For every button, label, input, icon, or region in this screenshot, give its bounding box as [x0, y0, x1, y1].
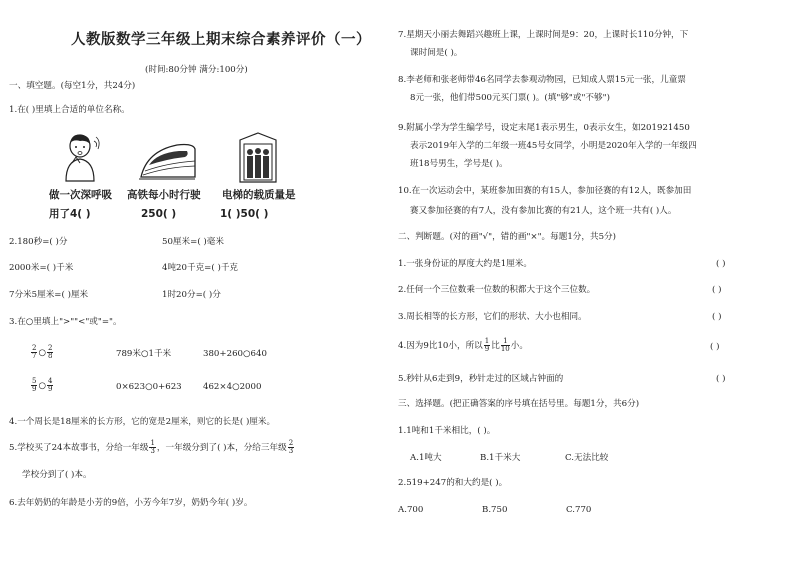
- fraction: $\frac{2}{7}$: [32, 344, 37, 360]
- question-7-line1: 7.星期天小丽去舞蹈兴趣班上课，上课时间是9：20，上课时长110分钟，下: [398, 30, 689, 40]
- q2-row3-b: 1时20分=( )分: [162, 290, 221, 300]
- q2-row3-a: 7分米5厘米=( )厘米: [9, 290, 89, 300]
- page-title: 人教版数学三年级上期末综合素养评价（一）: [71, 32, 371, 48]
- judge-3-answer: ( ): [712, 312, 722, 322]
- boy-breathing-icon: [58, 133, 102, 183]
- q2-row1-a: 2.180秒=( )分: [9, 237, 68, 247]
- high-speed-train-icon: [137, 139, 197, 181]
- q1-label-elevator: 电梯的载质量是: [222, 189, 296, 201]
- judge-4: 4.因为9比10小，所以 $\frac{1}{9}$ 比 $\frac{1}{10}$ 小。: [398, 337, 528, 353]
- choice-2-opt-b: B.750: [482, 505, 508, 515]
- question-1: 1.在( )里填上合适的单位名称。: [9, 105, 130, 115]
- q1-blank-elevator: 1( )50( ): [220, 208, 269, 220]
- question-9-line1: 9.附属小学为学生编学号，设定末尾1表示男生，0表示女生，如201921450: [398, 123, 690, 133]
- q3-row1-frac-compare: $\frac{2}{7}$ ○ $\frac{2}{8}$: [32, 344, 53, 360]
- q3-row1-b: 789米○1千米: [116, 349, 172, 359]
- judge-2-answer: ( ): [712, 285, 722, 295]
- section-3-heading: 三、选择题。(把正确答案的序号填在括号里。每题1分，共6分): [398, 399, 640, 409]
- judge-4-answer: ( ): [710, 342, 720, 352]
- q1-blank-breath: 用了4( ): [49, 208, 91, 220]
- question-5-line1: 5.学校买了24本故事书，分给一年级 $\frac{1}{3}$ ，一年级分到了( )本，分给三年级 $\frac{2}{3}$: [9, 439, 294, 455]
- question-8-line1: 8.李老师和张老师带46名同学去参观动物园，已知成人票15元一张，儿童票: [398, 75, 686, 85]
- choice-1-opt-a: A.1吨大: [410, 453, 442, 463]
- question-5-line2: 学校分到了( )本。: [22, 470, 92, 480]
- question-3: 3.在○里填上">""<"或"="。: [9, 317, 122, 327]
- fraction: $\frac{2}{3}$: [288, 439, 294, 455]
- choice-1: 1.1吨和1千米相比，( )。: [398, 426, 496, 436]
- choice-1-opt-b: B.1千米大: [480, 453, 521, 463]
- section-1-heading: 一、填空题。(每空1分，共24分): [9, 81, 136, 91]
- judge-1: 1.一张身份证的厚度大约是1厘米。: [398, 259, 532, 269]
- question-6: 6.去年奶奶的年龄是小芳的9倍，小芳今年7岁，奶奶今年( )岁。: [9, 498, 253, 508]
- fraction: $\frac{4}{9}$: [47, 377, 53, 393]
- q2-row2-b: 4吨20千克=( )千克: [162, 263, 239, 273]
- q1-label-breath: 做一次深呼吸: [49, 189, 112, 201]
- q2-row1-b: 50厘米=( )毫米: [162, 237, 224, 247]
- fraction: $\frac{1}{9}$: [484, 337, 490, 353]
- q3-row1-c: 380+260○640: [203, 349, 267, 359]
- question-9-line3: 班18号男生，学号是( )。: [410, 159, 508, 169]
- judge-5: 5.秒针从6走到9，秒针走过的区域占钟面的: [398, 374, 564, 384]
- question-4: 4.一个周长是18厘米的长方形，它的宽是2厘米，则它的长是( )厘米。: [9, 417, 276, 427]
- choice-1-opt-c: C.无法比较: [565, 453, 609, 463]
- judge-3: 3.周长相等的长方形，它们的形状、大小也相同。: [398, 312, 587, 322]
- exam-info: (时间:80分钟 满分:100分): [145, 65, 248, 75]
- choice-2-opt-c: C.770: [566, 505, 592, 515]
- elevator-icon: [238, 132, 278, 184]
- question-8-line2: 8元一张，他们带500元买门票( )。(填"够"或"不够"): [410, 93, 610, 103]
- q1-blank-train: 250( ): [141, 208, 177, 220]
- q2-row2-a: 2000米=( )千米: [9, 263, 74, 273]
- fraction: $\frac{1}{10}$: [500, 337, 510, 353]
- question-9-line2: 表示2019年入学的二年级一班45号女同学，小明是2020年入学的一年级四: [410, 141, 697, 151]
- choice-2-opt-a: A.700: [398, 505, 424, 515]
- q3-row2-frac-compare: $\frac{5}{9}$ ○ $\frac{4}{9}$: [32, 377, 53, 393]
- question-10-line1: 10.在一次运动会中，某班参加田赛的有15人，参加径赛的有12人，既参加田: [398, 186, 692, 196]
- q3-row2-b: 0×623○0+623: [116, 382, 182, 392]
- fraction: $\frac{5}{9}$: [32, 377, 37, 393]
- question-7-line2: 课时间是( )。: [410, 48, 463, 58]
- judge-5-answer: ( ): [716, 374, 726, 384]
- section-2-heading: 二、判断题。(对的画"√"，错的画"×"。每题1分，共5分): [398, 232, 617, 242]
- choice-2: 2.519+247的和大约是( )。: [398, 478, 508, 488]
- q3-row2-c: 462×4○2000: [203, 382, 262, 392]
- q1-label-train: 高铁每小时行驶: [127, 189, 201, 201]
- judge-1-answer: ( ): [716, 259, 726, 269]
- fraction: $\frac{1}{3}$: [150, 439, 155, 455]
- fraction: $\frac{2}{8}$: [47, 344, 53, 360]
- judge-2: 2.任何一个三位数乘一位数的积都大于这个三位数。: [398, 285, 596, 295]
- question-10-line2: 赛又参加径赛的有7人，没有参加比赛的有21人，这个班一共有( )人。: [410, 206, 677, 216]
